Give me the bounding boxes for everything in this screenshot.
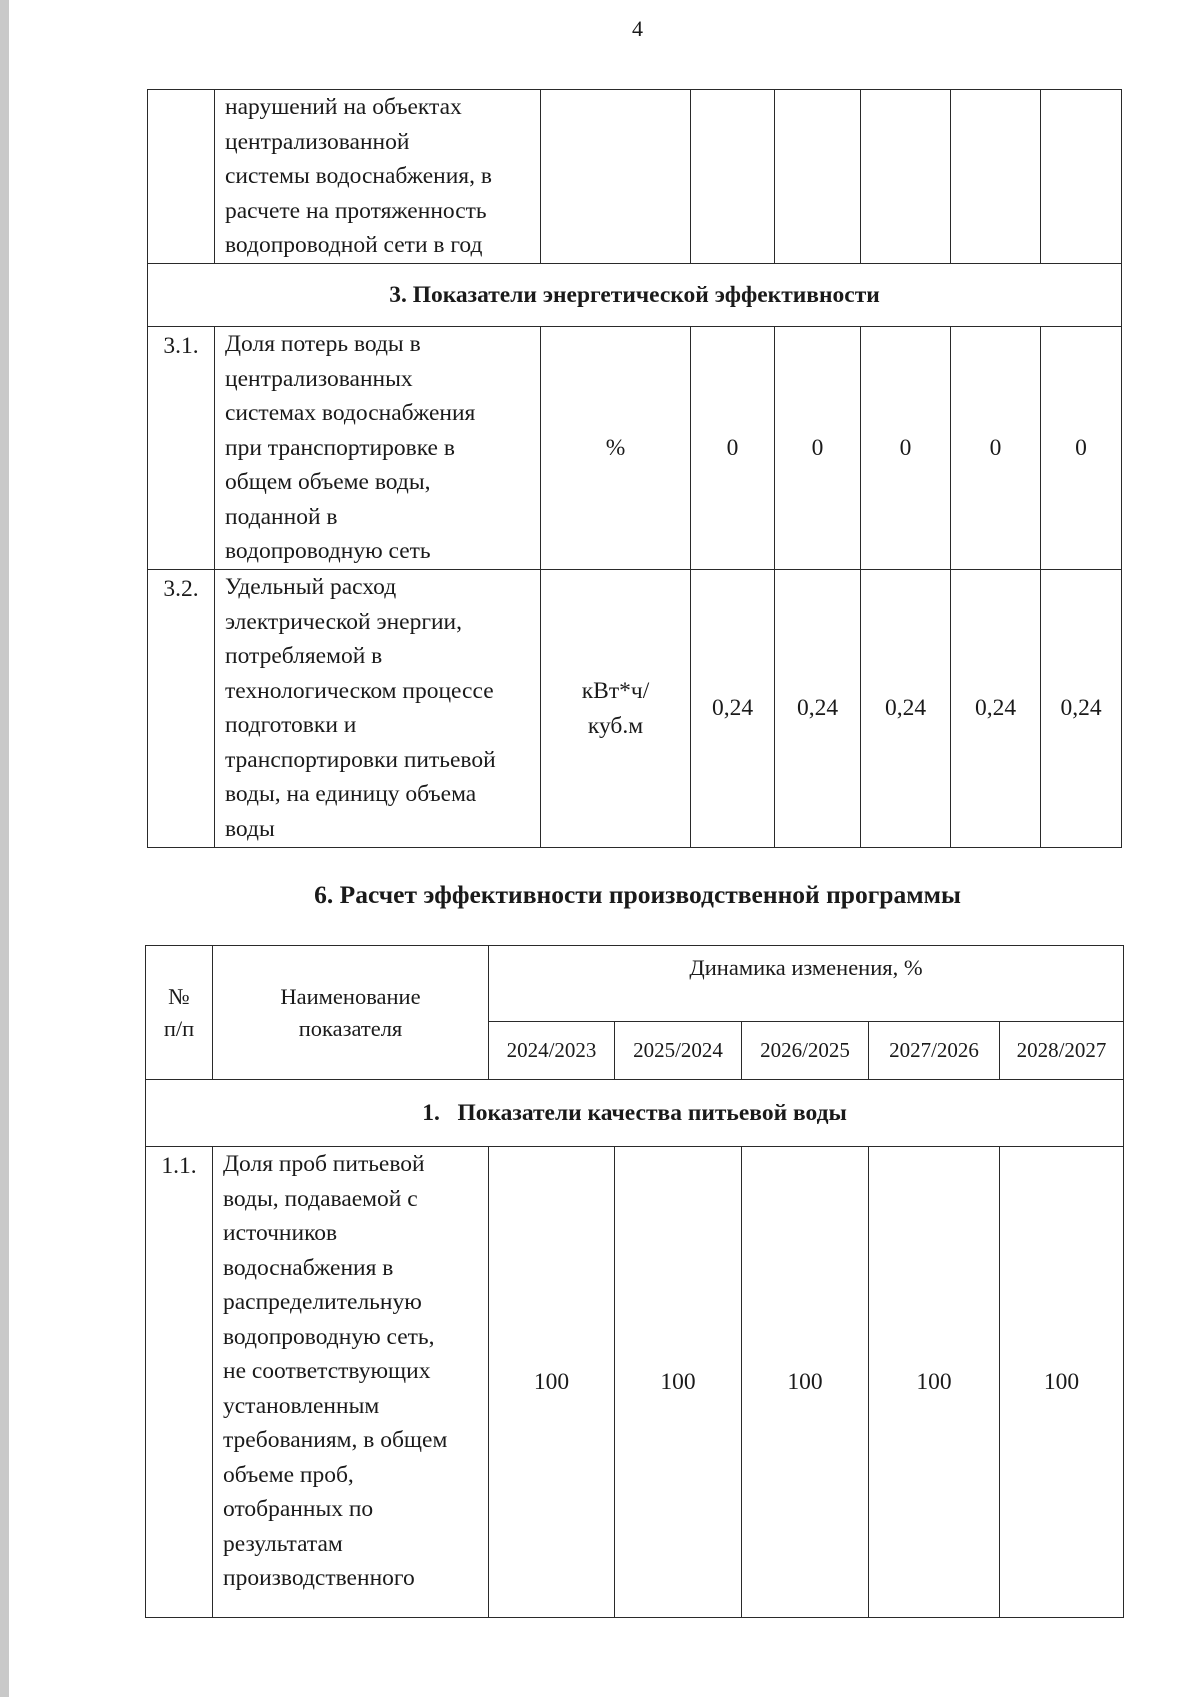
cell-indicator-name <box>215 327 541 570</box>
header-year: 2024/2023 <box>489 1022 615 1080</box>
row-number: 3.1. <box>148 327 215 570</box>
cell-value: 0,24 <box>691 570 775 848</box>
section-title-energy: 3. Показатели энергетической эффективности <box>148 264 1122 327</box>
scan-left-edge <box>0 0 9 1697</box>
text-line: установленным <box>223 1392 380 1419</box>
table-row-continuation <box>148 90 1122 264</box>
text-line: производственного <box>223 1565 415 1591</box>
text-line: № <box>168 983 190 1009</box>
cell-indicator-name <box>215 90 541 264</box>
text-line: не соответствующих <box>223 1358 431 1384</box>
text-line: результатам <box>223 1530 343 1557</box>
header-year: 2025/2024 <box>615 1022 742 1080</box>
text-line: источников <box>223 1220 338 1246</box>
indicators-table <box>147 89 1122 848</box>
text-line: куб.м <box>587 712 644 739</box>
table-row <box>146 1147 1124 1618</box>
text-line: объеме проб, <box>223 1461 354 1488</box>
cell-empty <box>775 90 861 264</box>
text-line: подготовки и <box>225 712 357 738</box>
header-name <box>213 946 489 1080</box>
cell-unit <box>541 570 691 848</box>
text-line: расчете на протяженность <box>225 197 487 224</box>
cell-value: 100 <box>1000 1147 1124 1618</box>
page-number: 4 <box>632 16 643 41</box>
text-line: Доля проб питьевой <box>223 1151 425 1177</box>
cell-empty <box>541 90 691 264</box>
text-line: водопроводную сеть <box>225 538 431 564</box>
header-num <box>146 946 213 1080</box>
text-line: кВт*ч/ <box>581 678 650 704</box>
text-line: централизованных <box>225 365 413 392</box>
text-line: централизованной <box>225 128 410 155</box>
cell-empty <box>861 90 951 264</box>
section-row <box>146 1080 1124 1147</box>
cell-value: 100 <box>742 1147 869 1618</box>
text-line: распределительную <box>223 1289 422 1315</box>
cell-value: 0,24 <box>951 570 1041 848</box>
text-line: отобранных по <box>223 1496 374 1522</box>
text-line: водопроводной сети в год <box>225 232 483 258</box>
text-line: системы водоснабжения, в <box>225 163 492 189</box>
section-6-title: 6. Расчет эффективности производственной программы <box>314 880 961 909</box>
header-row <box>146 946 1124 1022</box>
section-row <box>148 264 1122 327</box>
cell-value: 0,24 <box>775 570 861 848</box>
text-line: требованиям, в общем <box>223 1427 448 1453</box>
text-line: электрической энергии, <box>225 608 463 635</box>
text-line: водоснабжения в <box>223 1254 394 1281</box>
text-line: Удельный расход <box>225 574 397 600</box>
table-row <box>148 570 1122 848</box>
cell-num-empty <box>148 90 215 264</box>
text-line: при транспортировке в <box>225 434 455 461</box>
cell-empty <box>691 90 775 264</box>
text-line: технологическом процессе <box>225 677 494 704</box>
cell-value: 0 <box>861 327 951 570</box>
text-line: воды <box>225 815 275 842</box>
text-line: водопроводную сеть, <box>223 1323 435 1350</box>
cell-value: 0 <box>951 327 1041 570</box>
text-line: Доля потерь воды в <box>225 331 421 357</box>
cell-indicator-name <box>213 1147 489 1618</box>
text-line: поданной в <box>225 503 338 530</box>
text-line: п/п <box>163 1015 195 1041</box>
cell-value: 100 <box>489 1147 615 1618</box>
cell-value: 0,24 <box>1041 570 1122 848</box>
text-line: транспортировки питьевой <box>225 746 496 773</box>
efficiency-table <box>145 945 1124 1618</box>
cell-indicator-name <box>215 570 541 848</box>
cell-value: 0,24 <box>861 570 951 848</box>
cell-empty <box>951 90 1041 264</box>
text-line: общем объеме воды, <box>225 469 431 495</box>
cell-value: 100 <box>615 1147 742 1618</box>
header-year: 2026/2025 <box>742 1022 869 1080</box>
cell-value: 0 <box>691 327 775 570</box>
header-dynamics: Динамика изменения, % <box>489 946 1124 1022</box>
header-year: 2028/2027 <box>1000 1022 1124 1080</box>
row-number: 1.1. <box>146 1147 213 1618</box>
section-title-quality: 1. Показатели качества питьевой воды <box>146 1080 1124 1147</box>
text-line: показателя <box>298 1015 403 1041</box>
text-line: потребляемой в <box>225 643 383 669</box>
cell-empty <box>1041 90 1122 264</box>
text-line: системах водоснабжения <box>225 400 476 426</box>
header-year: 2027/2026 <box>869 1022 1000 1080</box>
cell-value: 0 <box>1041 327 1122 570</box>
row-number: 3.2. <box>148 570 215 848</box>
table-row <box>148 327 1122 570</box>
text-line: воды, подаваемой с <box>223 1185 418 1212</box>
cell-value: 100 <box>869 1147 1000 1618</box>
text-line: Наименование <box>280 983 421 1009</box>
cell-value: 0 <box>775 327 861 570</box>
cell-unit: % <box>541 327 691 570</box>
text-line: нарушений на объектах <box>225 94 462 120</box>
text-line: воды, на единицу объема <box>225 781 477 807</box>
